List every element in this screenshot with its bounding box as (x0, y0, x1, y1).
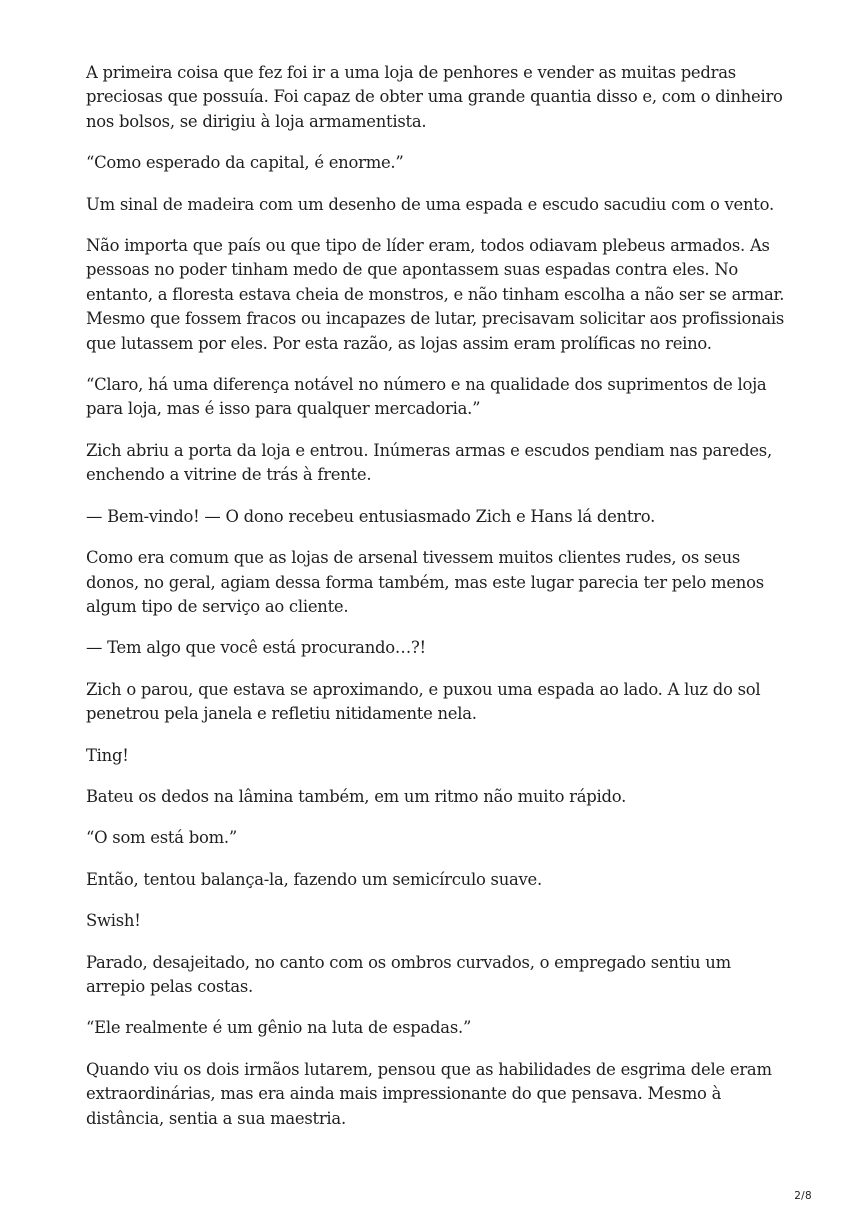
paragraph: “Como esperado da capital, é enorme.” (86, 153, 404, 173)
paragraph: Bateu os dedos na lâmina também, em um ritmo não muito rápido. (86, 786, 627, 806)
paragraph: — Bem-vindo! — O dono recebeu entusiasmado Zich e Hans lá dentro. (86, 506, 656, 526)
paragraph: Não importa que país ou que tipo de líder eram, todos odiavam plebeus armados. As pessoas no poder tinham medo de que apontassem suas espadas contra eles. No entanto, a floresta estava cheia de monstros, e não tinham escolha a não ser se armar. Mesmo que fossem fracos ou incapazes de lutar, precisavam solicitar aos profissionais que lutassem por eles. Por esta razão, as lojas assim eram prolíficas no reino. (86, 236, 785, 353)
paragraph: “O som está bom.” (86, 828, 237, 848)
paragraph: “Claro, há uma diferença notável no número e na qualidade dos suprimentos de loja para loja, mas é isso para qualquer mercadoria.” (86, 375, 767, 419)
paragraph: Swish! (86, 911, 141, 931)
paragraph: — Tem algo que você está procurando…?! (86, 638, 426, 658)
paragraph: Como era comum que as lojas de arsenal tivessem muitos clientes rudes, os seus donos, no geral, agiam dessa forma também, mas este lugar parecia ter pelo menos algum tipo de serviço ao cliente. (86, 548, 764, 616)
paragraph: Um sinal de madeira com um desenho de uma espada e escudo sacudiu com o vento. (86, 194, 774, 214)
paragraph: Zich abriu a porta da loja e entrou. Inúmeras armas e escudos pendiam nas paredes, enchendo a vitrine de trás à frente. (86, 440, 772, 485)
paragraph: “Ele realmente é um gênio na luta de espadas.” (86, 1018, 472, 1038)
paragraph: Então, tentou balança-la, fazendo um semicírculo suave. (86, 869, 542, 889)
paragraph: Zich o parou, que estava se aproximando, e puxou uma espada ao lado. A luz do sol penetrou pela janela e refletiu nitidamente nela. (86, 679, 761, 724)
paragraph: Quando viu os dois irmãos lutarem, pensou que as habilidades de esgrima dele eram extraordinárias, mas era ainda mais impressionante do que pensava. Mesmo à distância, sentia a sua maestria. (86, 1059, 772, 1128)
paragraph: Ting! (86, 745, 129, 765)
paragraph: A primeira coisa que fez foi ir a uma loja de penhores e vender as muitas pedras preciosas que possuía. Foi capaz de obter uma grande quantia disso e, com o dinheiro nos bolsos, se dirigiu à loja armamentista. (86, 63, 783, 131)
document-body (86, 61, 786, 1148)
paragraph: Parado, desajeitado, no canto com os ombros curvados, o empregado sentiu um arrepio pelas costas. (86, 952, 731, 996)
page-number: 2/8 (794, 1190, 812, 1202)
